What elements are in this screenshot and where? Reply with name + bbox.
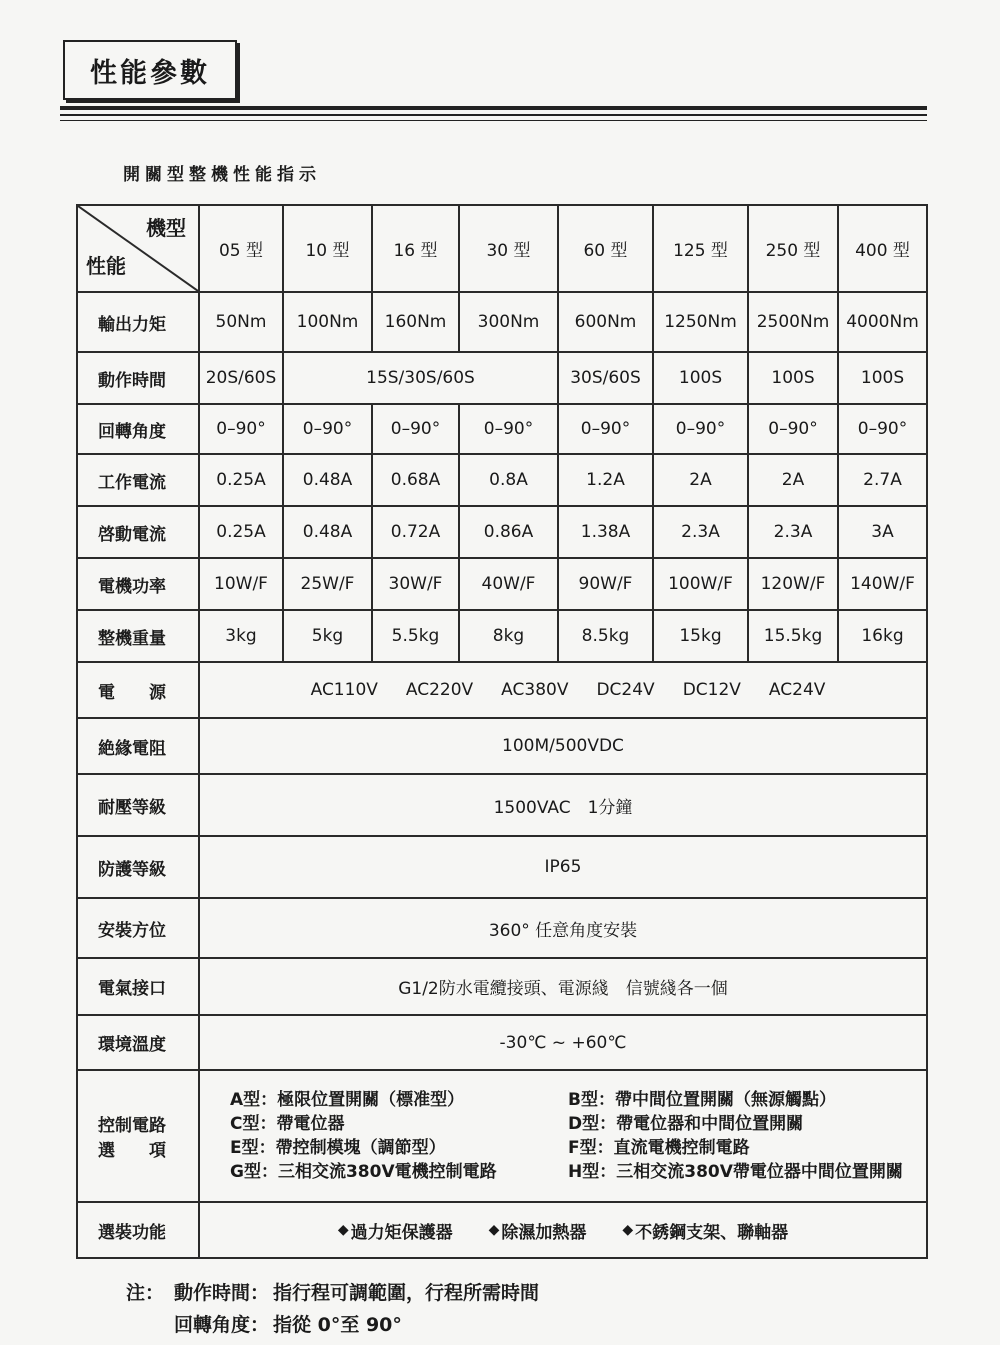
table-cell: 30S/60S: [558, 352, 653, 404]
table-cell: 15kg: [653, 610, 748, 662]
power-option: AC380V: [501, 680, 569, 700]
table-cell: 4000Nm: [838, 292, 927, 352]
table-cell: 0.68A: [372, 454, 459, 506]
power-option: DC12V: [682, 680, 741, 700]
option-key: F型：: [568, 1138, 614, 1158]
table-cell: 0–90°: [558, 404, 653, 454]
option-desc: 三相交流380V電機控制電路: [277, 1162, 497, 1182]
row-label-line: 選 項: [98, 1141, 166, 1161]
power-option: AC24V: [768, 680, 826, 700]
model-header: 250 型: [748, 205, 838, 292]
option-desc: 直流電機控制電路: [613, 1138, 750, 1158]
power-supply-list: [200, 680, 926, 700]
table-cell: 0.25A: [199, 506, 283, 558]
footnote-line: [126, 1275, 539, 1307]
output-torque-row: [77, 292, 927, 352]
control-option: [568, 1137, 927, 1159]
note-text: 指行程可調範圍，行程所需時間: [273, 1281, 540, 1304]
table-cell: 0–90°: [372, 404, 459, 454]
table-cell: 300Nm: [459, 292, 558, 352]
feature-label: 除濕加熱器: [501, 1222, 587, 1243]
option-desc: 三相交流380V帶電位器中間位置開關: [616, 1162, 903, 1182]
control-option: [568, 1113, 927, 1135]
rotation-angle-row: [77, 404, 927, 454]
table-cell: 1250Nm: [653, 292, 748, 352]
corner-label-model: 機型: [146, 216, 186, 240]
header-rule-thin: [60, 120, 927, 121]
starting-current-row: [77, 506, 927, 558]
table-cell-merged: 360° 任意角度安裝: [199, 898, 927, 958]
option-desc: 帶控制模塊（調節型）: [275, 1138, 446, 1158]
table-cell: 3A: [838, 506, 927, 558]
electrical-interface-row: [77, 958, 927, 1015]
note-key: 回轉角度：: [174, 1313, 270, 1336]
page-title: 性能參數: [63, 40, 237, 100]
row-label: 防護等級: [77, 836, 199, 898]
model-header: 16 型: [372, 205, 459, 292]
diamond-bullet-icon: ◆: [622, 1222, 634, 1238]
row-label: 整機重量: [77, 610, 199, 662]
table-cell: 3kg: [199, 610, 283, 662]
table-cell: 25W/F: [283, 558, 372, 610]
table-cell: 160Nm: [372, 292, 459, 352]
row-label: 啓動電流: [77, 506, 199, 558]
working-current-row: [77, 454, 927, 506]
table-cell: 8kg: [459, 610, 558, 662]
feature-label: 過力矩保護器: [350, 1222, 453, 1243]
header-rule-thick: [60, 106, 927, 110]
optional-feature: [338, 1218, 453, 1243]
table-cell: 100S: [838, 352, 927, 404]
model-header: 125 型: [653, 205, 748, 292]
row-label: 電氣接口: [77, 958, 199, 1015]
table-cell: 100Nm: [283, 292, 372, 352]
ambient-temperature-row: [77, 1015, 927, 1070]
control-option: [568, 1089, 927, 1111]
table-cell: 90W/F: [558, 558, 653, 610]
table-cell: 8.5kg: [558, 610, 653, 662]
control-options-list: [230, 1089, 916, 1183]
table-cell: 0–90°: [459, 404, 558, 454]
table-cell: 0–90°: [283, 404, 372, 454]
table-cell: 5.5kg: [372, 610, 459, 662]
power-supply-row: [77, 662, 927, 718]
header-row: [77, 205, 927, 292]
table-cell-merged: 15S/30S/60S: [283, 352, 558, 404]
row-label: 選裝功能: [77, 1202, 199, 1258]
feature-label: 不銹鋼支架、聯軸器: [635, 1222, 789, 1243]
header-rule-medium: [60, 114, 927, 116]
row-label: 電機功率: [77, 558, 199, 610]
table-cell: 1.38A: [558, 506, 653, 558]
table-cell: 2A: [653, 454, 748, 506]
power-option: DC24V: [596, 680, 655, 700]
table-cell: 0–90°: [653, 404, 748, 454]
row-label: 安裝方位: [77, 898, 199, 958]
table-cell: 2.3A: [653, 506, 748, 558]
motor-power-row: [77, 558, 927, 610]
control-option: [230, 1089, 568, 1111]
row-label: 絶緣電阻: [77, 718, 199, 774]
optional-features-cell: [199, 1202, 927, 1258]
table-cell: 0–90°: [199, 404, 283, 454]
table-cell-merged: -30℃ ~ +60℃: [199, 1015, 927, 1070]
option-desc: 帶中間位置開關（無源觸點）: [614, 1090, 836, 1110]
table-cell-merged: IP65: [199, 836, 927, 898]
table-cell-merged: 1500VAC 1分鐘: [199, 774, 927, 836]
optional-features-row: [77, 1202, 927, 1258]
row-label: 工作電流: [77, 454, 199, 506]
optional-features-list: [200, 1218, 926, 1243]
row-label: 電 源: [77, 662, 199, 718]
diamond-bullet-icon: ◆: [337, 1222, 349, 1238]
table-cell: 0–90°: [748, 404, 838, 454]
power-option: AC110V: [310, 680, 378, 700]
option-desc: 極限位置開關（標准型）: [277, 1090, 465, 1110]
row-label: 環境溫度: [77, 1015, 199, 1070]
control-options-row: [77, 1070, 927, 1202]
table-cell: 2A: [748, 454, 838, 506]
table-cell-merged: G1/2防水電纜接頭、電源綫 信號綫各一個: [199, 958, 927, 1015]
weight-row: [77, 610, 927, 662]
table-cell: 140W/F: [838, 558, 927, 610]
table-cell: 600Nm: [558, 292, 653, 352]
table-cell: 40W/F: [459, 558, 558, 610]
control-option: [230, 1161, 568, 1183]
table-cell: 0–90°: [838, 404, 927, 454]
model-header: 10 型: [283, 205, 372, 292]
diamond-bullet-icon: ◆: [488, 1222, 500, 1238]
control-option: [568, 1161, 927, 1183]
row-label: 動作時間: [77, 352, 199, 404]
model-header: 60 型: [558, 205, 653, 292]
option-key: A型：: [230, 1090, 278, 1110]
withstand-voltage-row: [77, 774, 927, 836]
table-cell: 0.48A: [283, 506, 372, 558]
note-text: 指從 0°至 90°: [273, 1313, 402, 1336]
table-cell: 5kg: [283, 610, 372, 662]
table-cell: 2500Nm: [748, 292, 838, 352]
note-prefix: 注：: [126, 1281, 165, 1304]
row-label: 輸出力矩: [77, 292, 199, 352]
option-desc: 帶電位器和中間位置開關: [616, 1114, 804, 1134]
model-header: 05 型: [199, 205, 283, 292]
option-key: H型：: [568, 1162, 617, 1182]
table-cell: 0.72A: [372, 506, 459, 558]
option-desc: 帶電位器: [276, 1114, 345, 1134]
note-key: 動作時間：: [174, 1281, 270, 1304]
table-cell-merged: [199, 662, 927, 718]
row-label: 耐壓等級: [77, 774, 199, 836]
model-header: 400 型: [838, 205, 927, 292]
table-cell: 16kg: [838, 610, 927, 662]
table-cell: 0.86A: [459, 506, 558, 558]
corner-label-performance: 性能: [86, 254, 126, 278]
table-cell: 30W/F: [372, 558, 459, 610]
table-cell: 2.7A: [838, 454, 927, 506]
optional-feature: [489, 1218, 587, 1243]
control-option: [230, 1137, 568, 1159]
table-cell: 10W/F: [199, 558, 283, 610]
insulation-row: [77, 718, 927, 774]
spec-table: [76, 204, 928, 1259]
table-cell: 0.48A: [283, 454, 372, 506]
table-cell: 20S/60S: [199, 352, 283, 404]
table-subtitle: 開關型整機性能指示: [123, 165, 321, 185]
table-cell: 100S: [653, 352, 748, 404]
footnote-line: [126, 1307, 539, 1339]
control-options-cell: [199, 1070, 927, 1202]
mounting-row: [77, 898, 927, 958]
table-cell: 2.3A: [748, 506, 838, 558]
control-option: [230, 1113, 568, 1135]
table-cell: 100S: [748, 352, 838, 404]
action-time-row: [77, 352, 927, 404]
table-cell: 100W/F: [653, 558, 748, 610]
protection-class-row: [77, 836, 927, 898]
table-cell: 0.8A: [459, 454, 558, 506]
table-cell: 15.5kg: [748, 610, 838, 662]
option-key: G型：: [230, 1162, 278, 1182]
table-cell: 120W/F: [748, 558, 838, 610]
option-key: B型：: [568, 1090, 615, 1110]
footnote: [126, 1275, 539, 1339]
option-key: E型：: [230, 1138, 276, 1158]
option-key: C型：: [230, 1114, 277, 1134]
power-option: AC220V: [405, 680, 474, 700]
model-header: 30 型: [459, 205, 558, 292]
table-cell: 0.25A: [199, 454, 283, 506]
row-label-line: 控制電路: [98, 1116, 166, 1136]
table-cell: 50Nm: [199, 292, 283, 352]
table-cell-merged: 100M/500VDC: [199, 718, 927, 774]
row-label-control-options: [77, 1070, 199, 1202]
optional-feature: [622, 1218, 788, 1243]
row-label: 回轉角度: [77, 404, 199, 454]
corner-header-cell: [77, 205, 199, 292]
option-key: D型：: [568, 1114, 617, 1134]
table-cell: 1.2A: [558, 454, 653, 506]
